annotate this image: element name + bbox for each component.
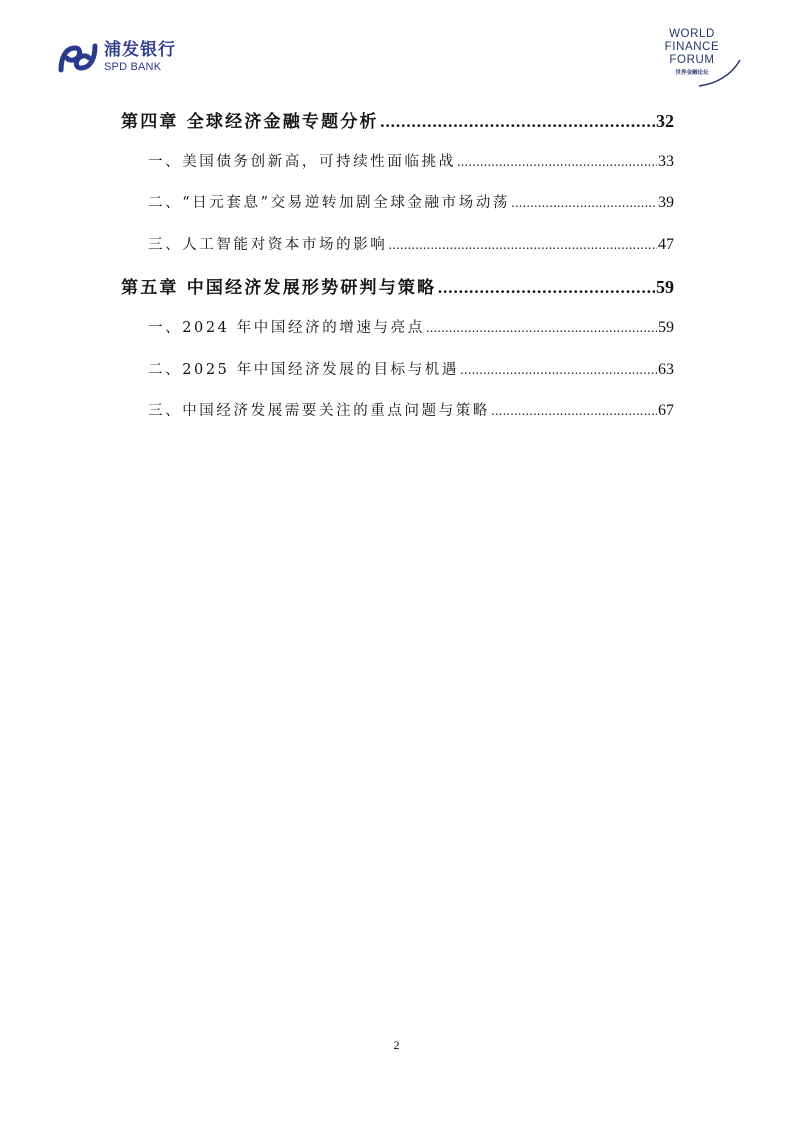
toc-entry-title: 三、中国经济发展需要关注的重点问题与策略	[148, 403, 490, 419]
toc-entry-page: 47	[658, 236, 674, 253]
toc-entry-title: 二、“日元套息”交易逆转加剧全球金融市场动荡	[148, 195, 511, 211]
toc-entry-title: 三、人工智能对资本市场的影响	[148, 237, 388, 253]
toc-entry-section-4-1[interactable]	[148, 150, 674, 171]
toc-entry-title: 一、美国债务创新高，可持续性面临挑战	[148, 154, 456, 170]
toc-dot-leader	[460, 362, 657, 378]
toc-entry-page: 39	[658, 194, 674, 211]
toc-dot-leader	[388, 237, 657, 253]
toc-entry-section-4-2[interactable]	[148, 191, 674, 212]
spd-bank-name-cn: 浦发银行	[104, 40, 176, 60]
world-finance-forum-logo	[657, 28, 739, 88]
toc-entry-section-4-3[interactable]	[148, 233, 674, 254]
wff-swoosh-icon	[697, 58, 742, 88]
spd-bank-logo	[58, 42, 176, 73]
toc-dot-leader	[491, 403, 657, 419]
toc-entry-page: 59	[656, 277, 674, 297]
toc-dot-leader	[380, 112, 655, 132]
toc-entry-section-5-3[interactable]	[148, 399, 674, 420]
toc-dot-leader	[457, 154, 657, 170]
wff-line-finance: FINANCE	[664, 41, 720, 53]
toc-entry-page: 63	[658, 361, 674, 378]
toc-entry-page: 33	[658, 153, 674, 170]
toc-entry-section-5-2[interactable]	[148, 358, 674, 379]
toc-entry-chapter-5[interactable]	[121, 273, 674, 298]
spd-bank-name-en: SPD BANK	[104, 61, 162, 73]
toc-dot-leader	[426, 320, 657, 336]
wff-name-cn: 世界金融论坛	[675, 70, 709, 76]
toc-entry-title: 二、2025 年中国经济发展的目标与机遇	[148, 362, 460, 378]
page-number: 2	[393, 1038, 400, 1052]
toc-entry-title: 一、2024 年中国经济的增速与亮点	[148, 320, 425, 336]
page-header	[0, 0, 793, 100]
spd-bank-logo-icon	[58, 43, 98, 73]
toc-entry-page: 67	[658, 402, 674, 419]
toc-dot-leader	[511, 195, 657, 211]
wff-line-world: WORLD	[669, 28, 715, 40]
toc-dot-leader	[437, 278, 655, 298]
toc-entry-title: 第四章 全球经济金融专题分析	[121, 112, 379, 132]
toc-entry-section-5-1[interactable]	[148, 316, 674, 337]
wff-line-forum: FORUM	[669, 54, 715, 66]
toc-entry-title: 第五章 中国经济发展形势研判与策略	[121, 278, 437, 298]
toc-entry-chapter-4[interactable]	[121, 107, 674, 132]
toc-entry-page: 59	[658, 319, 674, 336]
toc-entry-page: 32	[656, 111, 674, 131]
